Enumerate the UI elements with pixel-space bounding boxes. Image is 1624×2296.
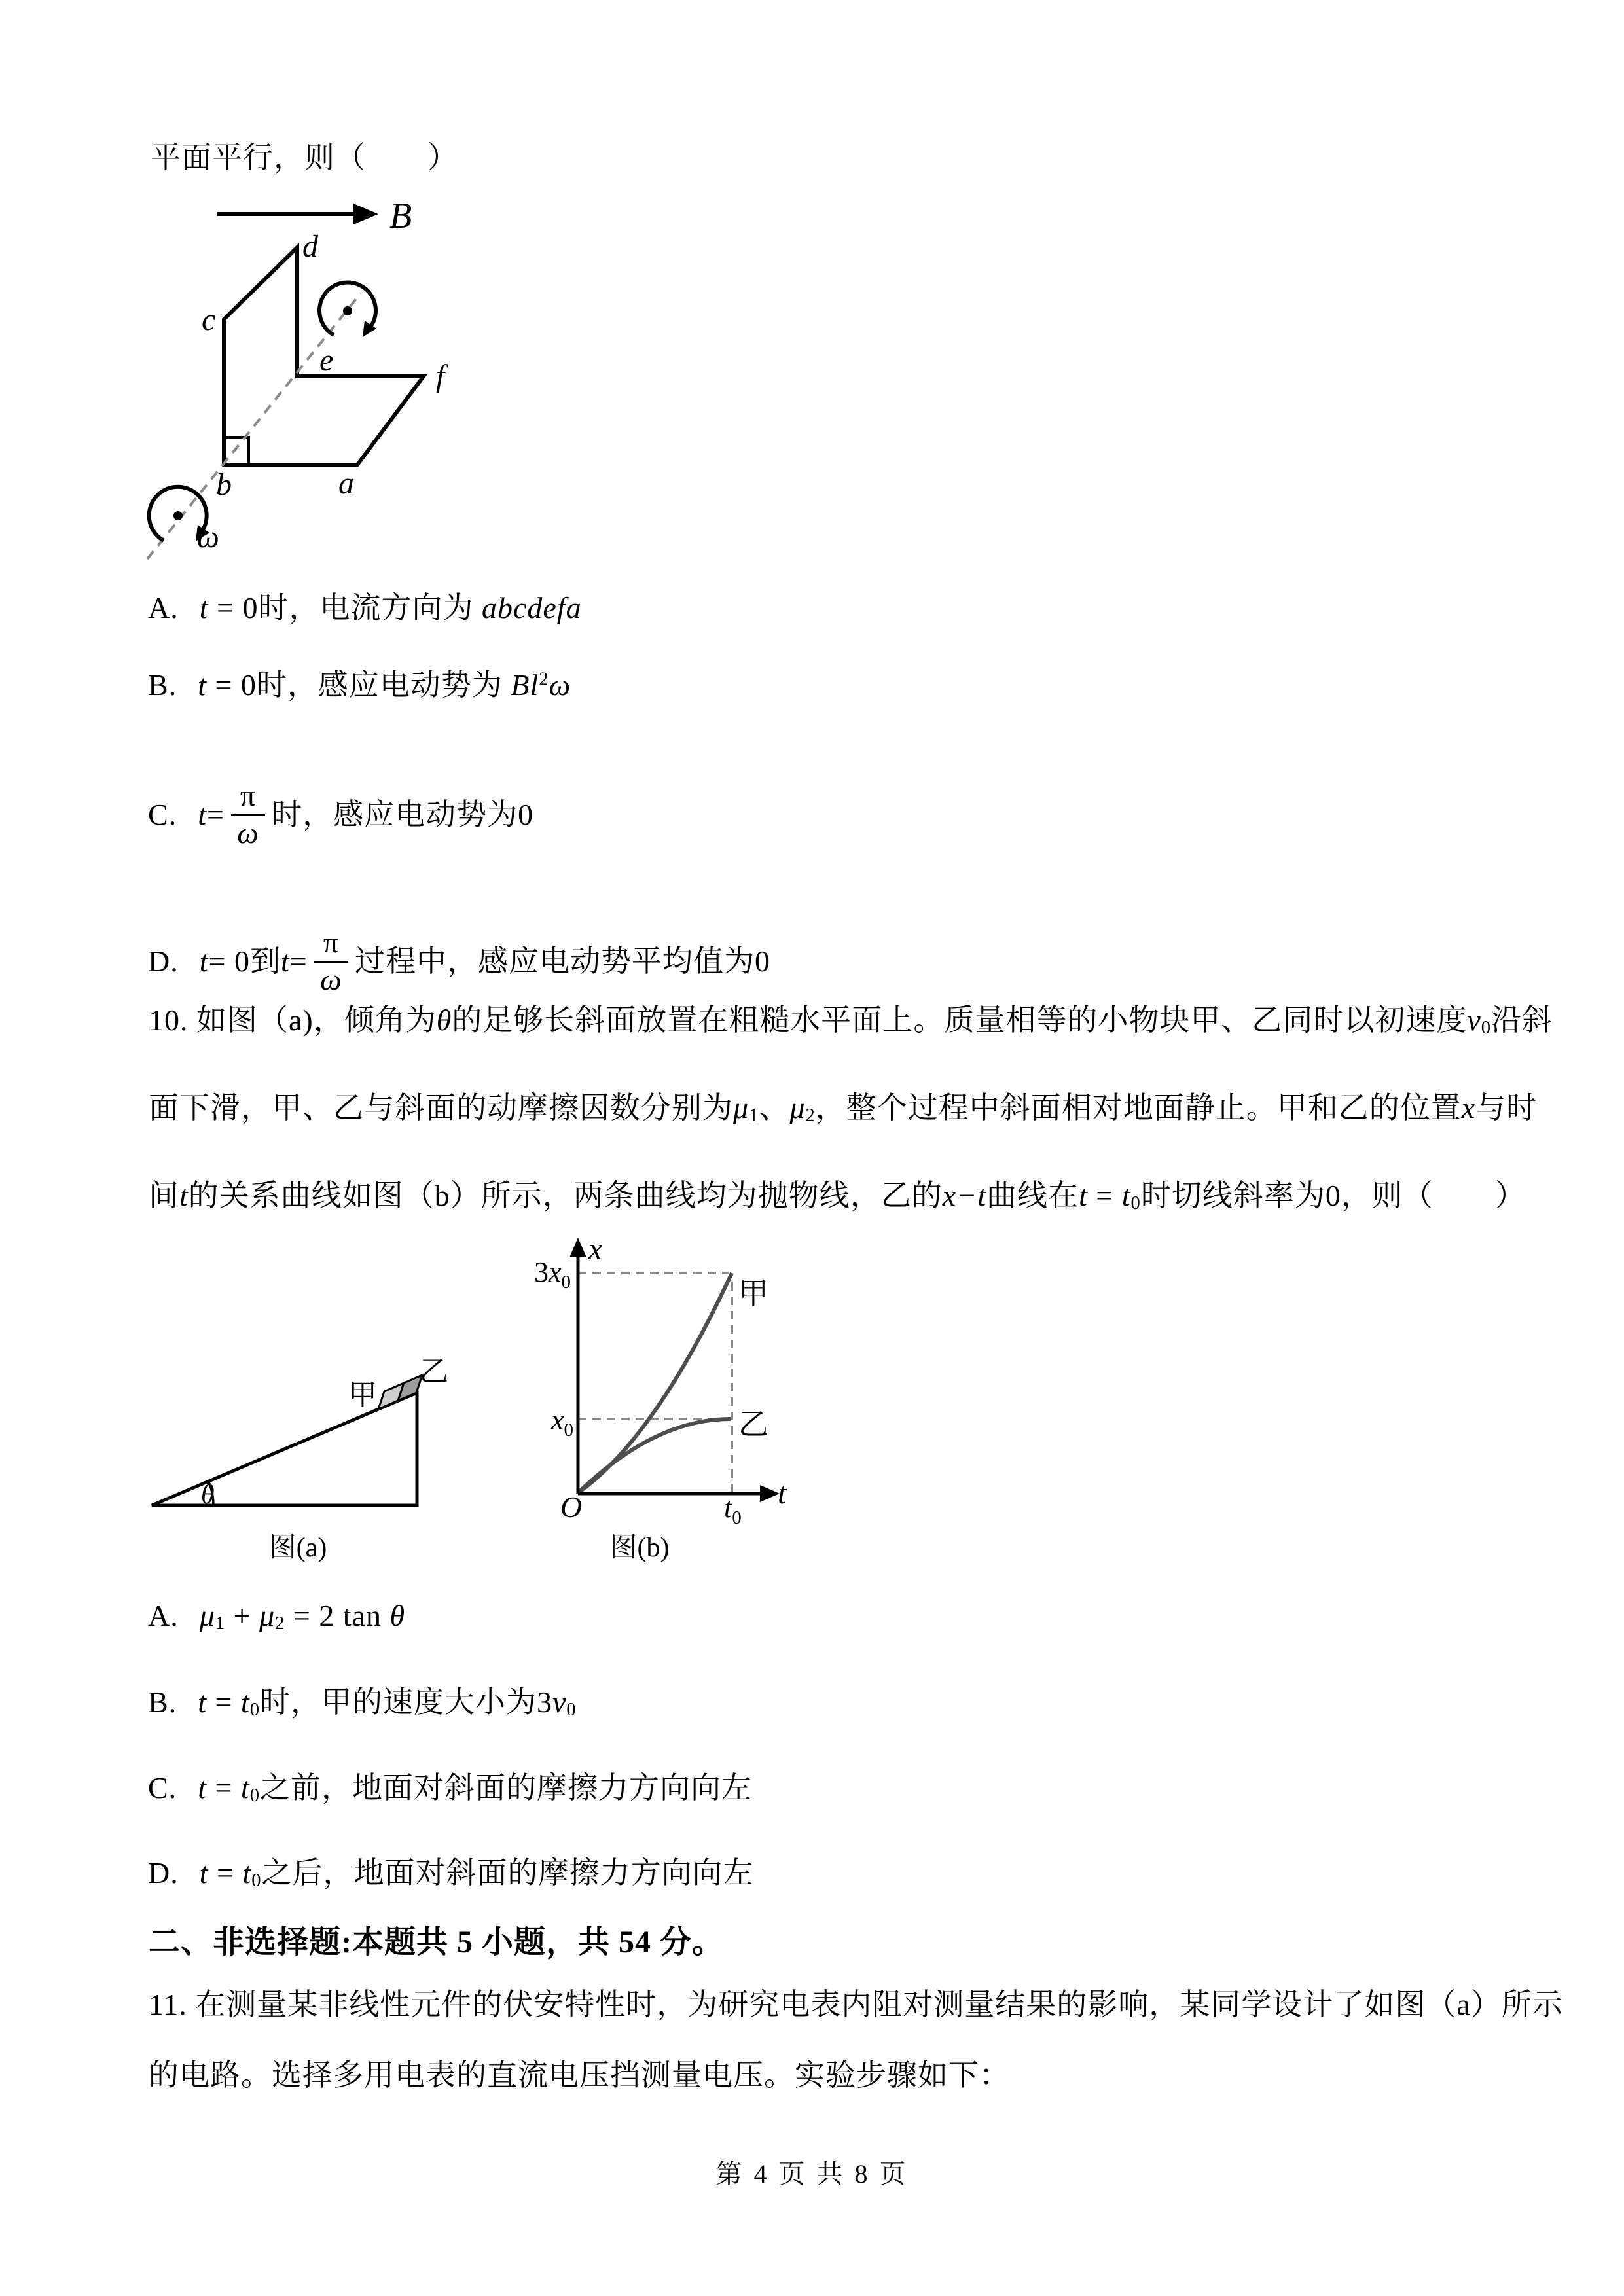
text: 10. 如图（a)，倾角为 [149,1003,437,1037]
rotation-arrow-upper-icon [319,282,376,337]
text: 、 [759,1091,790,1124]
tick-label-t0 [724,1492,742,1528]
text: 沿斜 [1491,1003,1553,1037]
fraction-pi-over-omega [314,927,348,996]
math: t [280,944,290,978]
math: = 0 [208,944,250,978]
math: ω [549,668,571,702]
q10-option-d [148,1854,754,1893]
q9-intro-text: 平面平行，则（ ） [151,141,458,174]
math: θ [389,1599,406,1632]
tick-label-x0 [550,1404,573,1441]
page-number-text: 第 4 页 共 8 页 [715,2159,909,2189]
math: abcdefa [481,591,582,624]
q9-option-a [148,589,582,627]
fraction-denominator: ω [237,816,259,850]
math: t [240,1771,250,1804]
math: t [198,1771,207,1804]
label-f: f [436,359,445,393]
math: t [1079,1179,1088,1212]
math: t [1121,1179,1131,1212]
fraction-numerator: π [314,927,348,963]
math: 0 [518,798,534,832]
q10-stem-line1 [149,1001,1553,1040]
math: t [198,798,207,832]
y-axis-arrowhead-icon [569,1238,586,1257]
math: 3 [536,1685,552,1719]
math: = [206,1685,241,1719]
math: Bl [511,668,539,702]
tick-sub0: 0 [564,1420,574,1441]
text: 到 [249,944,281,978]
math: = [206,798,225,832]
math-subscript: 0 [566,1700,577,1721]
math: t [179,1179,189,1212]
section-title-text: 二、非选择题:本题共 5 小题，共 54 分。 [149,1925,724,1960]
option-label: A. [148,1599,179,1632]
label-e: e [319,343,334,378]
math-subscript: 2 [805,1105,816,1126]
math-subscript: 0 [251,1871,262,1892]
label-omega: ω [197,520,219,554]
q10-figure-b [530,1230,805,1568]
label-jia: 甲 [348,1379,377,1411]
text: 时，感应电动势为 [272,798,518,832]
math: μ [733,1091,749,1124]
text: ，整个过程中斜面相对地面静止。甲和乙的位置 [815,1091,1462,1124]
tick-x: x [549,1256,562,1288]
axis-label-t: t [778,1476,787,1511]
label-a: a [338,466,354,501]
text: 11. 在测量某非线性元件的伏安特性时，为研究电表内阻对测量结果的影响，某同学设计了如图（a）所示 [149,1988,1563,2021]
q9-option-b [148,666,571,704]
math: t [240,1685,250,1719]
q10-stem-line2 [149,1089,1537,1128]
tick-t: t [724,1492,732,1524]
page-footer [0,2153,1624,2191]
math: + [225,1599,260,1632]
option-label: D. [148,944,179,978]
curve-label-yi: 乙 [738,1408,768,1441]
math: t [242,1856,252,1890]
fraction-denominator: ω [320,963,342,997]
option-label: D. [148,1856,179,1890]
math: μ [259,1599,276,1632]
text: 时切线斜率为0，则（ ） [1140,1179,1526,1212]
curve-jia [578,1273,732,1493]
math: = 0 [208,591,259,624]
q11-stem-line2 [149,2056,1010,2094]
math-subscript: 0 [1130,1193,1141,1214]
text: 间 [149,1179,179,1212]
math-subscript: 0 [1481,1018,1492,1039]
option-label: C. [148,798,177,832]
math: t [199,1856,209,1890]
text: 面下滑，甲、乙与斜面的动摩擦因数分别为 [149,1091,733,1124]
curve-label-jia: 甲 [738,1277,768,1310]
option-label: B. [148,1685,177,1719]
math: x [1461,1091,1476,1124]
math: v [552,1685,567,1719]
math: = [289,944,308,978]
math: 0 [754,944,770,978]
section-2-header [149,1923,724,1962]
x-axis-arrowhead-icon [760,1485,780,1502]
tick-sub0: 0 [561,1272,571,1293]
q10-option-b [148,1683,577,1722]
math: v [1467,1003,1481,1037]
tick-x: x [551,1404,564,1436]
math: t [198,668,207,702]
math: = [206,1771,241,1804]
math-subscript: 2 [275,1613,285,1634]
label-B: B [389,196,412,236]
label-c: c [202,302,216,337]
q10-option-a [148,1597,405,1636]
text: 时，电流方向为 [258,591,482,624]
text: 的足够长斜面放置在粗糙水平面上。质量相等的小物块甲、乙同时以初速度 [452,1003,1468,1037]
option-label: A. [148,591,179,624]
math-subscript: 1 [749,1105,759,1126]
math: = 0 [206,668,257,702]
text: 的电路。选择多用电表的直流电压挡测量电压。实验步骤如下： [149,2058,1010,2092]
q10-stem-line3 [149,1177,1526,1215]
text: 时，感应电动势为 [256,668,511,702]
math-subscript: 0 [249,1700,260,1721]
math: x−t [942,1179,987,1212]
option-label: C. [148,1771,177,1804]
text: 过程中，感应电动势平均值为 [354,944,755,978]
figure-b-caption: 图(b) [609,1533,670,1563]
tick-sub0: 0 [732,1507,742,1528]
q11-stem-line1 [149,1986,1563,2024]
text: 之后，地面对斜面的摩擦力方向向左 [261,1856,754,1890]
math: μ [199,1599,215,1632]
q9-intro-line [151,139,458,177]
text: 曲线在 [986,1179,1079,1212]
figure-a-caption: 图(a) [268,1533,327,1563]
q10-option-c [148,1769,752,1808]
math: = [1087,1179,1122,1212]
origin-label: O [560,1490,583,1524]
option-label: B. [148,668,177,702]
text: 之前，地面对斜面的摩擦力方向向左 [259,1771,752,1804]
text: 与时 [1475,1091,1538,1124]
math-subscript: 1 [215,1613,226,1634]
tick-3: 3 [534,1256,549,1288]
math-subscript: 0 [249,1785,260,1806]
math-superscript: 2 [539,669,549,690]
label-d: d [302,229,318,264]
tick-label-3x0 [534,1256,571,1293]
math: = [208,1856,243,1890]
math: t [198,1685,207,1719]
fraction-numerator: π [231,780,265,816]
b-field-arrowhead-icon [353,204,378,224]
curve-yi [578,1419,731,1493]
math: θ [436,1003,452,1037]
math: t [199,944,209,978]
math: t [199,591,209,624]
q10-figure-a [131,1342,471,1568]
fraction-pi-over-omega [231,780,265,850]
q9-loop-figure [131,183,497,563]
label-b: b [216,467,232,502]
q9-option-c [148,780,533,850]
math: = 2 tan [285,1599,390,1632]
axis-label-x: x [588,1232,603,1266]
math: μ [789,1091,806,1124]
text: 时，甲的速度大小为 [259,1685,537,1719]
text: 的关系曲线如图（b）所示，两条曲线均为抛物线，乙的 [188,1179,943,1212]
q9-option-d [148,927,770,996]
label-yi: 乙 [420,1355,448,1388]
label-theta: θ [201,1480,215,1510]
